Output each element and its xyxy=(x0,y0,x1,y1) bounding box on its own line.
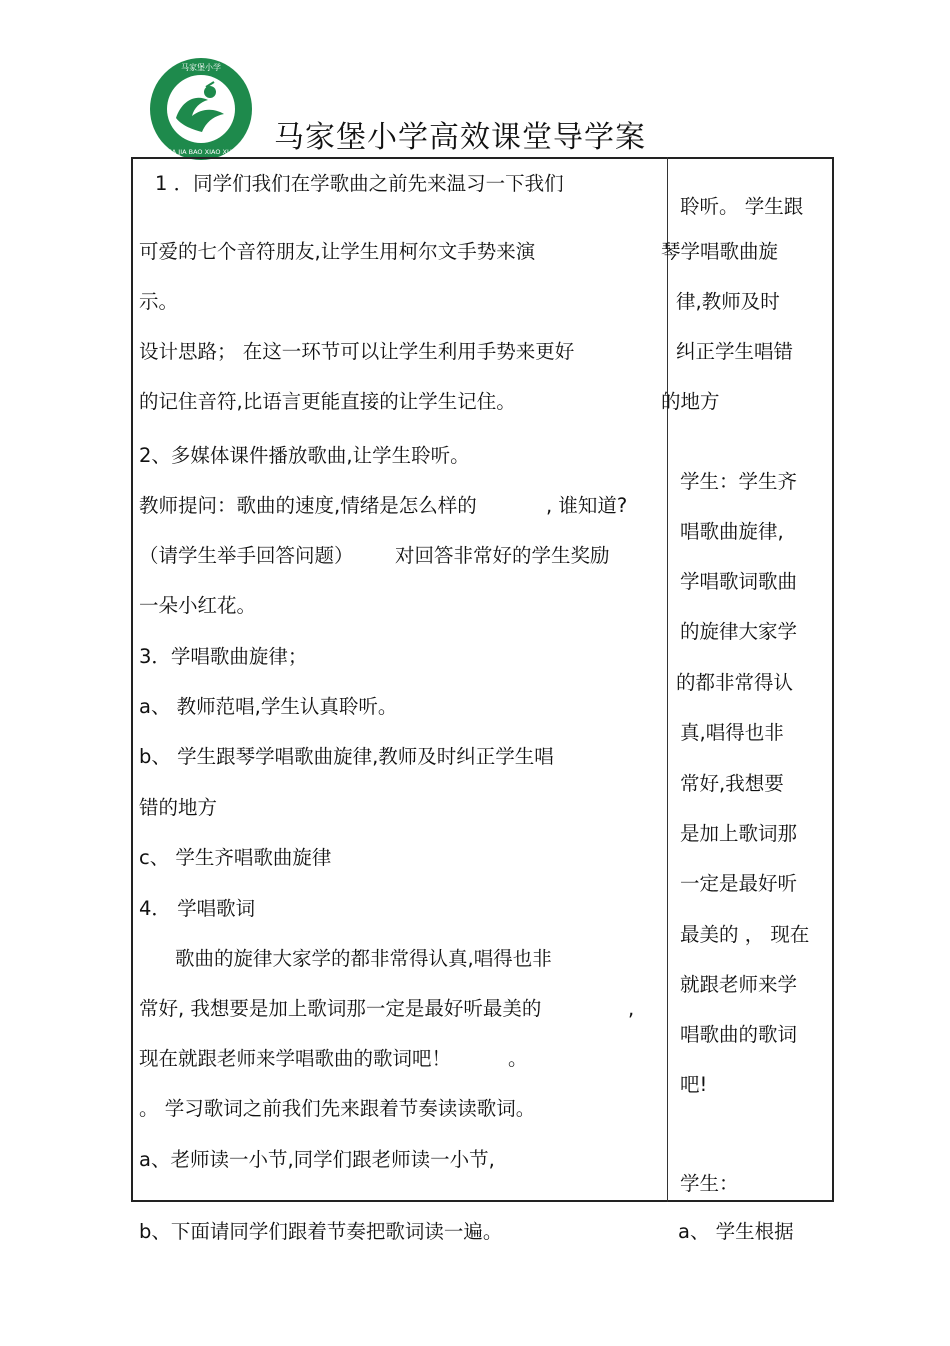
right-line-8: 学唱歌词歌曲 xyxy=(680,570,798,593)
left-line-1: 1 ．同学们我们在学歌曲之前先来温习一下我们 xyxy=(155,172,564,195)
left-line-18b: 。 xyxy=(508,1047,528,1070)
left-line-12: b、 学生跟琴学唱歌曲旋律,教师及时纠正学生唱 xyxy=(139,745,554,768)
right-line-18: 吧! xyxy=(680,1073,708,1096)
right-line-7: 唱歌曲旋律, xyxy=(680,520,784,543)
left-line-11: a、 教师范唱,学生认真聆听。 xyxy=(139,695,398,718)
left-line-14: c、 学生齐唱歌曲旋律 xyxy=(139,846,332,869)
left-line-21: b、下面请同学们跟着节奏把歌词读一遍。 xyxy=(139,1220,503,1243)
left-line-2: 可爱的七个音符朋友,让学生用柯尔文手势来演 xyxy=(139,240,536,263)
left-line-19: 。 学习歌词之前我们先来跟着节奏读读歌词。 xyxy=(139,1097,536,1120)
left-line-9: 一朵小红花。 xyxy=(139,594,257,617)
logo-text-top: 马家堡小学 xyxy=(181,63,221,72)
left-line-20: a、老师读一小节,同学们跟老师读一小节, xyxy=(139,1148,495,1171)
right-line-6: 学生：学生齐 xyxy=(680,470,798,493)
left-line-4: 设计思路； 在这一环节可以让学生利用手势来更好 xyxy=(139,340,575,363)
right-line-10: 的都非常得认 xyxy=(676,671,794,694)
right-line-11: 真,唱得也非 xyxy=(680,721,784,744)
left-line-5: 的记住音符,比语言更能直接的让学生记住。 xyxy=(139,390,516,413)
left-line-7b: , 谁知道? xyxy=(546,494,628,517)
left-line-15: 4． 学唱歌词 xyxy=(139,897,256,920)
right-line-17: 唱歌曲的歌词 xyxy=(680,1023,798,1046)
left-line-6: 2、多媒体课件播放歌曲,让学生聆听。 xyxy=(139,444,470,467)
logo-text-bottom: MA JIA BAO XIAO XUE xyxy=(166,148,236,156)
right-line-9: 的旋律大家学 xyxy=(680,620,798,643)
right-line-14: 一定是最好听 xyxy=(680,872,798,895)
right-line-5: 的地方 xyxy=(661,390,720,413)
left-line-8b: 对回答非常好的学生奖励 xyxy=(395,544,610,567)
right-line-20: a、 学生根据 xyxy=(678,1220,794,1243)
right-line-2: 琴学唱歌曲旋 xyxy=(661,240,779,263)
left-line-3: 示。 xyxy=(139,290,179,313)
left-line-10: 3．学唱歌曲旋律； xyxy=(139,645,308,668)
left-line-17b: , xyxy=(628,997,635,1020)
left-line-7: 教师提问：歌曲的速度,情绪是怎么样的 xyxy=(139,494,477,517)
left-line-8: （请学生举手回答问题） xyxy=(139,544,354,567)
right-line-12: 常好,我想要 xyxy=(680,772,784,795)
right-line-1: 聆听。 学生跟 xyxy=(680,195,804,218)
column-divider xyxy=(667,157,668,1202)
school-logo xyxy=(148,56,254,162)
right-line-13: 是加上歌词那 xyxy=(680,822,798,845)
left-line-18: 现在就跟老师来学唱歌曲的歌词吧！ xyxy=(139,1047,452,1070)
left-line-16: 歌曲的旋律大家学的都非常得认真,唱得也非 xyxy=(175,947,552,970)
page-title: 马家堡小学高效课堂导学案 xyxy=(274,120,646,155)
right-line-3: 律,教师及时 xyxy=(676,290,780,313)
right-line-16: 就跟老师来学 xyxy=(680,973,798,996)
right-line-4: 纠正学生唱错 xyxy=(676,340,794,363)
right-line-15: 最美的 ， 现在 xyxy=(680,923,810,946)
left-line-13: 错的地方 xyxy=(139,796,218,819)
right-line-19: 学生： xyxy=(680,1172,739,1195)
left-line-17: 常好, 我想要是加上歌词那一定是最好听最美的 xyxy=(139,997,542,1020)
